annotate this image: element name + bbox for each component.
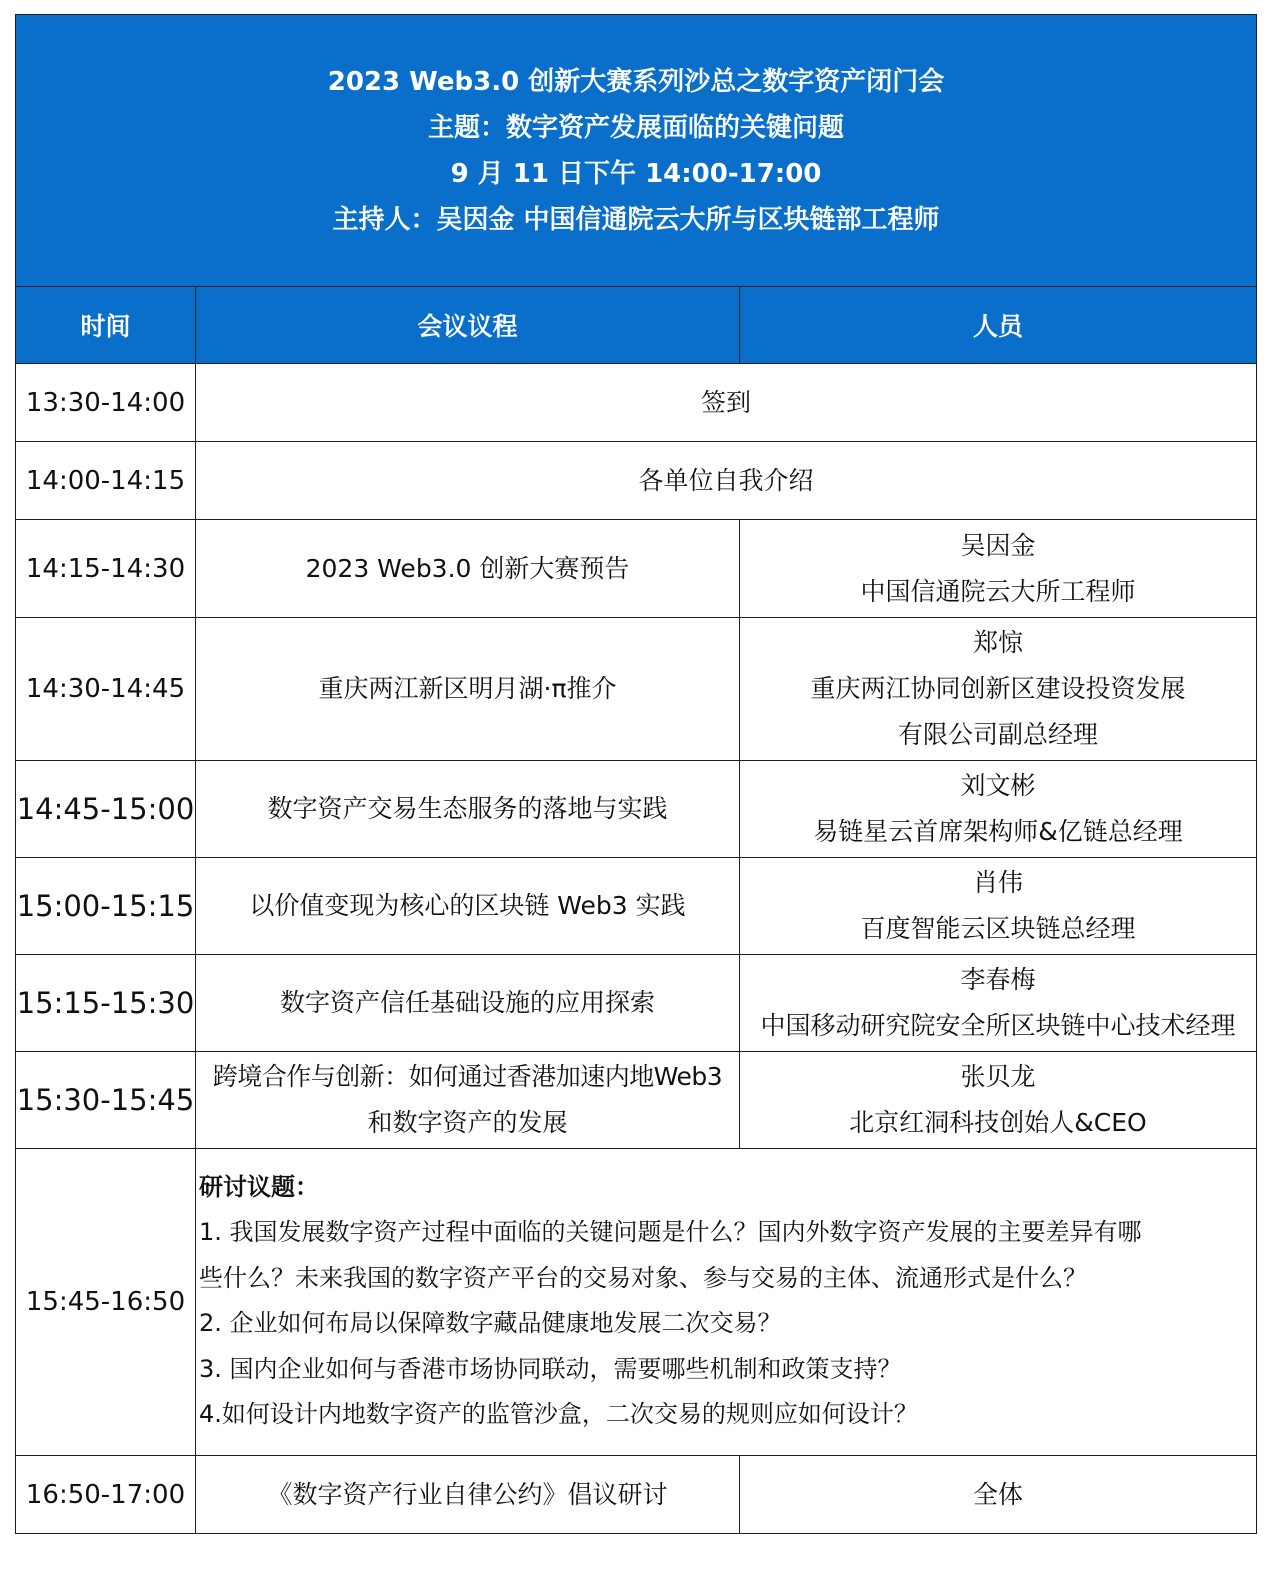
- agenda-sheet: [15, 14, 1256, 1534]
- row-time: 15:00-15:15: [16, 858, 196, 955]
- column-header-agenda: 会议议程: [196, 287, 740, 364]
- row-agenda: 数字资产信任基础设施的应用探索: [196, 955, 740, 1052]
- speaker-name: 李春梅: [960, 965, 1036, 994]
- row-time: 14:15-14:30: [16, 520, 196, 618]
- topic-item: 3. 国内企业如何与香港市场协同联动，需要哪些机制和政策支持？: [199, 1354, 902, 1383]
- row-agenda: 《数字资产行业自律公约》倡议研讨: [196, 1456, 740, 1534]
- row-time: 15:45-16:50: [16, 1149, 196, 1456]
- row-people: [740, 618, 1257, 761]
- row-agenda: [196, 1052, 740, 1149]
- row-time: 13:30-14:00: [16, 364, 196, 442]
- row-people: [740, 858, 1257, 955]
- row-time: 14:45-15:00: [16, 761, 196, 858]
- speaker-title: 百度智能云区块链总经理: [860, 914, 1136, 943]
- row-agenda: 重庆两江新区明月湖·π推介: [196, 618, 740, 761]
- speaker-title: 北京红洞科技创始人&CEO: [849, 1108, 1147, 1137]
- row-people: [740, 520, 1257, 618]
- topic-item: 1. 我国发展数字资产过程中面临的关键问题是什么？国内外数字资产发展的主要差异有哪: [199, 1218, 1142, 1246]
- row-agenda: 各单位自我介绍: [196, 442, 1257, 520]
- row-people: [740, 761, 1257, 858]
- row-time: 15:15-15:30: [16, 955, 196, 1052]
- row-time: 15:30-15:45: [16, 1052, 196, 1149]
- column-header-row: [16, 287, 1257, 364]
- discussion-topics: [196, 1149, 1257, 1456]
- speaker-title: 中国信通院云大所工程师: [860, 576, 1136, 606]
- topics-title: 研讨议题：: [199, 1172, 319, 1201]
- row-people: [740, 1456, 1257, 1534]
- row-agenda: 2023 Web3.0 创新大赛预告: [196, 520, 740, 618]
- topic-item: 4.如何设计内地数字资产的监管沙盒，二次交易的规则应如何设计？: [199, 1400, 918, 1428]
- table-row: [16, 761, 1257, 858]
- table-row: [16, 955, 1257, 1052]
- event-title: 2023 Web3.0 创新大赛系列沙总之数字资产闭门会: [327, 66, 945, 97]
- table-row: [16, 364, 1257, 442]
- table-row: [16, 1149, 1257, 1456]
- speaker-name: 郑惊: [972, 628, 1023, 657]
- table-row: [16, 1052, 1257, 1149]
- column-header-people: 人员: [740, 287, 1257, 364]
- row-agenda: 数字资产交易生态服务的落地与实践: [196, 761, 740, 858]
- row-agenda: 以价值变现为核心的区块链 Web3 实践: [196, 858, 740, 955]
- row-time: 14:30-14:45: [16, 618, 196, 761]
- column-header-time: 时间: [16, 287, 196, 364]
- speaker-title: 中国移动研究院安全所区块链中心技术经理: [760, 1011, 1236, 1040]
- row-time: 16:50-17:00: [16, 1456, 196, 1534]
- agenda-line: 跨境合作与创新：如何通过香港加速内地Web3: [212, 1062, 723, 1091]
- speaker-name: 吴因金: [960, 530, 1036, 560]
- row-people: [740, 1052, 1257, 1149]
- topic-item: 些什么？未来我国的数字资产平台的交易对象、参与交易的主体、流通形式是什么？: [199, 1263, 1087, 1292]
- speaker-name: 肖伟: [972, 868, 1023, 897]
- row-agenda: 签到: [196, 364, 1257, 442]
- speaker-title: 有限公司副总经理: [897, 720, 1098, 749]
- speaker-title: 重庆两江协同创新区建设投资发展: [810, 674, 1186, 703]
- event-theme: 主题：数字资产发展面临的关键问题: [427, 112, 844, 143]
- table-row: [16, 442, 1257, 520]
- table-row: [16, 1456, 1257, 1534]
- table-row: [16, 858, 1257, 955]
- speaker-name: 刘文彬: [960, 771, 1036, 800]
- row-time: 14:00-14:15: [16, 442, 196, 520]
- speaker-name: 张贝龙: [960, 1062, 1036, 1091]
- event-date: 9 月 11 日下午 14:00-17:00: [450, 158, 822, 189]
- agenda-table: [15, 14, 1257, 1534]
- event-host: 主持人：吴因金 中国信通院云大所与区块链部工程师: [332, 204, 940, 235]
- speaker-title: 易链星云首席架构师&亿链总经理: [813, 817, 1183, 846]
- row-people: [740, 955, 1257, 1052]
- table-row: [16, 520, 1257, 618]
- table-row: [16, 618, 1257, 761]
- agenda-line: 和数字资产的发展: [367, 1108, 568, 1137]
- speaker-name: 全体: [972, 1479, 1023, 1509]
- event-banner: [16, 15, 1257, 287]
- topic-item: 2. 企业如何布局以保障数字藏品健康地发展二次交易？: [199, 1309, 782, 1337]
